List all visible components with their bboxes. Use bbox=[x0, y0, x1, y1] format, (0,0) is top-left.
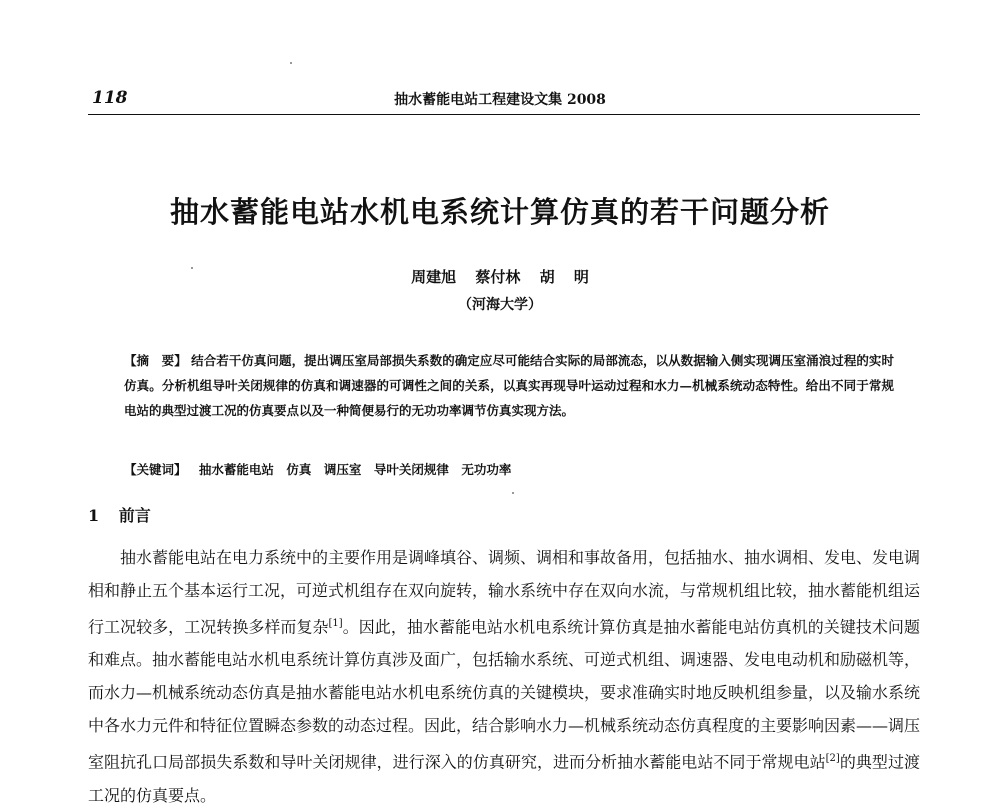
body-paragraph bbox=[88, 541, 920, 812]
authors: 周建旭 蔡付林 胡 明 bbox=[411, 268, 589, 286]
keywords-label: 【关键词】 bbox=[124, 462, 187, 477]
page-number: 118 bbox=[92, 88, 128, 108]
running-header: 抽水蓄能电站工程建设文集 2008 bbox=[394, 92, 606, 108]
scan-speck bbox=[191, 267, 193, 269]
keywords-text: 抽水蓄能电站 仿真 调压室 导叶关闭规律 无功功率 bbox=[198, 462, 512, 477]
section-number: 1 bbox=[88, 506, 100, 525]
body-text-2: 。因此，抽水蓄能电站水机电系统计算仿真是抽水蓄能电站仿真机的关键技术问题和难点。抽水蓄能电站水机电系统计算仿真涉及面广，包括输水系统、可逆式机组、调速器、发电电动机和励磁机等，而水力—机械系统动态仿真是抽水蓄能电站水机电系统仿真的关键模块，要求准确实时地反映机组参量，以及输水系统中各水力元件和特征位置瞬态参数的动态过程。因此，结合影响水力—机械系统动态仿真程度的主要影响因素——调压室阻抗孔口局部损失系数和导叶关闭规律，进行深入的仿真研究，进而分析抽水蓄能电站不同于常规电站 bbox=[88, 617, 921, 772]
affiliation: （河海大学） bbox=[458, 297, 542, 313]
abstract bbox=[124, 348, 894, 423]
abstract-label: 【摘 要】 bbox=[124, 353, 187, 368]
scan-speck bbox=[290, 62, 292, 64]
paper-title: 抽水蓄能电站水机电系统计算仿真的若干问题分析 bbox=[169, 195, 830, 229]
section-heading bbox=[88, 503, 151, 526]
citation-2[interactable]: [2] bbox=[825, 753, 840, 765]
citation-1[interactable]: [1] bbox=[328, 618, 343, 629]
scan-speck bbox=[512, 492, 514, 494]
keywords bbox=[124, 460, 894, 478]
abstract-text: 结合若干仿真问题，提出调压室局部损失系数的确定应尽可能结合实际的局部流态，以从数据输入侧实现调压室涌浪过程的实时仿真。分析机组导叶关闭规律的仿真和调速器的可调性之间的关系，以真实再现导叶运动过程和水力—机械系统动态特性。给出不同于常规电站的典型过渡工况的仿真要点以及一种简便易行的无功功率调节仿真实现方法。 bbox=[124, 353, 894, 418]
section-title: 前言 bbox=[118, 506, 151, 525]
body-text-3: 的典型过渡工况的仿真要点。 bbox=[88, 752, 920, 805]
body-text-1: 抽水蓄能电站在电力系统中的主要作用是调峰填谷、调频、调相和事故备用，包括抽水、抽水调相、发电、发电调相和静止五个基本运行工况，可逆式机组存在双向旋转，输水系统中存在双向水流，与常规机组比较，抽水蓄能机组运行工况较多，工况转换多样而复杂 bbox=[88, 548, 921, 637]
header-rule bbox=[88, 114, 920, 115]
